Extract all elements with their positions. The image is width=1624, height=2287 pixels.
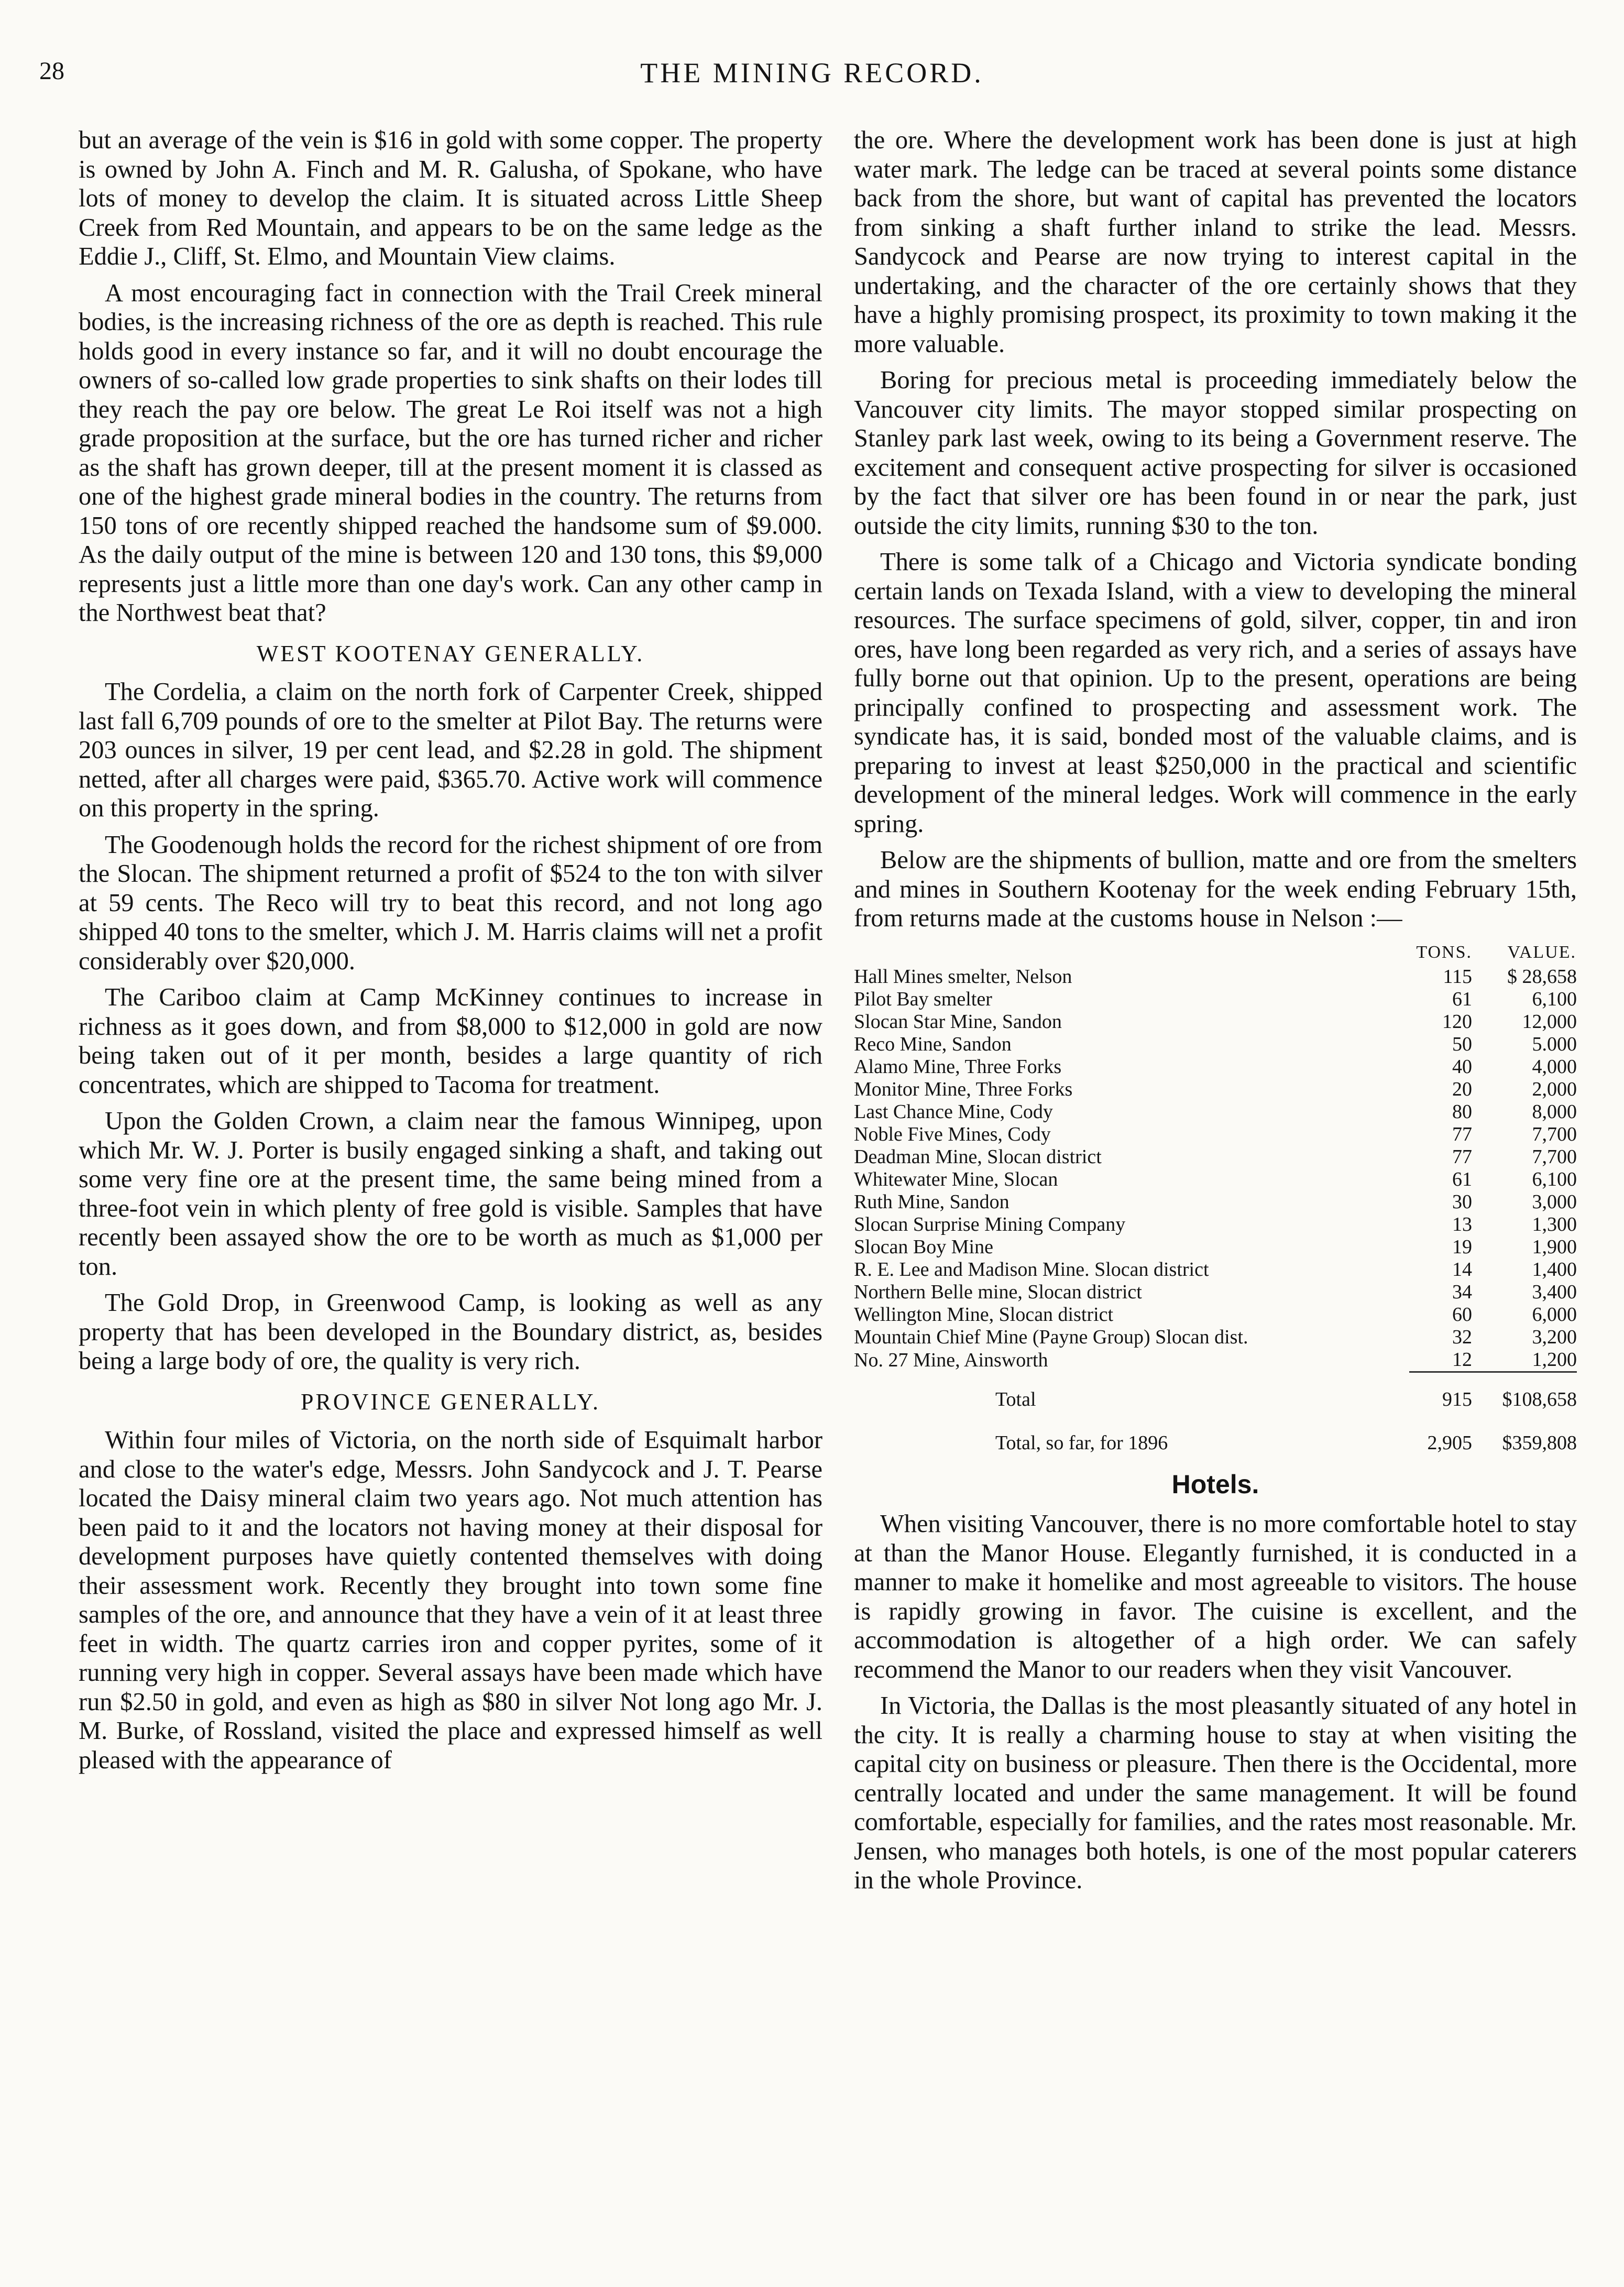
grand-total-value: $359,808: [1502, 1431, 1577, 1454]
table-row: [854, 1056, 1577, 1078]
row-tons: 60: [1452, 1303, 1472, 1326]
table-row: [854, 1281, 1577, 1304]
row-value: 8,000: [1532, 1100, 1577, 1123]
row-tons: 50: [1452, 1033, 1472, 1055]
row-tons: 61: [1452, 988, 1472, 1010]
paragraph: The Gold Drop, in Greenwood Camp, is looking as well as any property that has been developed in the Boundary district, as, besides being a large body of ore, the quality is very rich.: [79, 1289, 822, 1375]
column-header-tons: TONS.: [1416, 942, 1472, 962]
table-row: [854, 1349, 1577, 1372]
row-value: 1,900: [1532, 1235, 1577, 1258]
page-number: 28: [39, 57, 64, 85]
row-name: Slocan Surprise Mining Company: [854, 1213, 1126, 1235]
row-tons: 61: [1452, 1168, 1472, 1190]
row-tons: 115: [1443, 965, 1472, 988]
row-value: 3,400: [1532, 1281, 1577, 1303]
row-tons: 77: [1452, 1145, 1472, 1168]
total-label: Total: [995, 1388, 1036, 1410]
paragraph: There is some talk of a Chicago and Victoria syndicate bonding certain lands on Texada Island, with a view to developing the mineral resources. The surface specimens of gold, silver, copper, tin and iron ores, have long been regarded as very rich, and a series of assays have fully borne out that opinion. Up to the present, operations are being principally confined to prospecting and assessment work. The syndicate has, it is said, bonded most of the valuable claims, and is preparing to invest at least $250,000 in the practical and scientific development of the mineral ledges. Work will commence in the early spring.: [854, 548, 1577, 838]
section-heading-province: PROVINCE GENERALLY.: [301, 1388, 600, 1415]
row-tons: 40: [1452, 1055, 1472, 1078]
row-name: Slocan Star Mine, Sandon: [854, 1010, 1062, 1033]
paragraph: A most encouraging fact in connection with the Trail Creek mineral bodies, is the increasing richness of the ore as depth is reached. This rule holds good in every instance so far, and it will no doubt encourage the owners of so-called low grade properties to sink shafts on their lodes till they reach the pay ore below. The great Le Roi itself was not a high grade proposition at the surface, but the ore has turned richer and richer as the shaft has grown deeper, till at the present moment it is classed as one of the highest grade mineral bodies in the country. The returns from 150 tons of ore recently shipped reached the handsome sum of $9.000. As the daily output of the mine is between 120 and 130 tons, this $9,000 represents just a little more than one day's work. Can any other camp in the Northwest beat that?: [79, 279, 822, 627]
row-value: $ 28,658: [1507, 965, 1577, 988]
shipments-table-body: [854, 966, 1577, 1372]
table-row: [854, 1191, 1577, 1213]
paragraph: but an average of the vein is $16 in gold with some copper. The property is owned by John A. Finch and M. R. Galusha, of Spokane, who have lots of money to develop the claim. It is situated across Little Sheep Creek from Red Mountain, and appears to be on the same ledge as the Eddie J., Cliff, St. Elmo, and Mountain View claims.: [79, 126, 822, 270]
row-value: 3,000: [1532, 1190, 1577, 1213]
row-name: Slocan Boy Mine: [854, 1235, 993, 1258]
row-tons: 32: [1452, 1326, 1472, 1348]
running-title: THE MINING RECORD.: [640, 57, 984, 89]
section-heading-west-kootenay: WEST KOOTENAY GENERALLY.: [256, 640, 645, 666]
page-header: [39, 57, 1585, 93]
section-heading-hotels: Hotels.: [1171, 1469, 1259, 1499]
paragraph: Boring for precious metal is proceeding immediately below the Vancouver city limits. The mayor stopped similar prospecting on Stanley park last week, owing to its being a Government reserve. The excitement and consequent active prospecting for silver is occasioned by the fact that silver ore has been found in or near the park, just outside the city limits, running $30 to the ton.: [854, 366, 1577, 540]
grand-total-row: [854, 1411, 1577, 1454]
paragraph: the ore. Where the development work has been done is just at high water mark. The ledge can be traced at several points some distance back from the shore, but want of capital has prevented the locators from sinking a shaft further inland to strike the lead. Messrs. Sandycock and Pearse are now trying to interest capital in the undertaking, and the character of the ore certainly shows that they have a highly promising prospect, its proximity to town making it the more valuable.: [854, 126, 1577, 358]
shipments-table: [854, 940, 1577, 1454]
table-row: [854, 1236, 1577, 1259]
row-value: 7,700: [1532, 1145, 1577, 1168]
row-name: Mountain Chief Mine (Payne Group) Slocan dist.: [854, 1326, 1248, 1348]
total-value: $108,658: [1488, 1372, 1577, 1411]
row-name: No. 27 Mine, Ainsworth: [854, 1349, 1048, 1371]
row-tons: 77: [1452, 1123, 1472, 1145]
row-value: 1,300: [1532, 1213, 1577, 1235]
table-row: [854, 1123, 1577, 1146]
row-name: Whitewater Mine, Slocan: [854, 1168, 1058, 1190]
table-row: [854, 1146, 1577, 1168]
row-name: Hall Mines smelter, Nelson: [854, 965, 1072, 988]
table-row: [854, 1078, 1577, 1101]
row-value: 5.000: [1532, 1033, 1577, 1055]
row-name: Last Chance Mine, Cody: [854, 1100, 1053, 1123]
row-tons: 13: [1452, 1213, 1472, 1235]
row-name: Reco Mine, Sandon: [854, 1033, 1012, 1055]
paragraph: When visiting Vancouver, there is no more comfortable hotel to stay at than the Manor House. Elegantly furnished, it is conducted in a manner to make it homelike and most agreeable to visitors. The house is rapidly growing in favor. The cuisine is excellent, and the accommodation is altogether of a high order. We can safely recommend the Manor to our readers when they visit Vancouver.: [854, 1510, 1577, 1683]
table-row: [854, 966, 1577, 988]
row-value: 6,100: [1532, 988, 1577, 1010]
row-value: 1,200: [1532, 1348, 1577, 1371]
column-header-value: VALUE.: [1507, 942, 1576, 962]
row-tons: 80: [1452, 1100, 1472, 1123]
paragraph: Within four miles of Victoria, on the north side of Esquimalt harbor and close to the water's edge, Messrs. John Sandycock and J. T. Pearse located the Daisy mineral claim two years ago. Not much attention has been paid to it and the locators not having money at their disposal for development purposes have quietly contented themselves with doing their assessment work. Recently they brought into town some fine samples of the ore, and announce that they have a vein of it at least three feet in width. The quartz carries iron and copper pyrites, some of it running very high in copper. Several assays have been made which have run $2.50 in gold, and even as high as $80 in silver Not long ago Mr. J. M. Burke, of Rossland, visited the place and expressed himself as well pleased with the appearance of: [79, 1426, 822, 1774]
row-value: 6,000: [1532, 1303, 1577, 1326]
table-row: [854, 1304, 1577, 1326]
row-value: 4,000: [1532, 1055, 1577, 1078]
row-tons: 30: [1452, 1190, 1472, 1213]
left-column: [79, 126, 822, 1782]
row-name: Deadman Mine, Slocan district: [854, 1145, 1102, 1168]
table-row: [854, 1033, 1577, 1056]
row-tons: 20: [1452, 1078, 1472, 1100]
grand-total-tons: 2,905: [1427, 1431, 1472, 1454]
paragraph: Upon the Golden Crown, a claim near the famous Winnipeg, upon which Mr. W. J. Porter is busily engaged sinking a shaft, and taking out some very fine ore at the present time, the same being mined from a three-foot vein in which plenty of free gold is visible. Samples that have recently been assayed show the ore to be worth as much as $1,000 per ton.: [79, 1107, 822, 1281]
row-tons: 19: [1452, 1235, 1472, 1258]
table-row: [854, 1326, 1577, 1349]
row-value: 6,100: [1532, 1168, 1577, 1190]
total-row: [854, 1372, 1577, 1411]
paragraph: The Goodenough holds the record for the richest shipment of ore from the Slocan. The shipment returned a profit of $524 to the ton with silver at 59 cents. The Reco will try to beat this record, and not long ago shipped 40 tons to the smelter, which J. M. Harris claims will net a profit considerably over $20,000.: [79, 830, 822, 975]
row-value: 1,400: [1532, 1258, 1577, 1281]
table-row: [854, 1213, 1577, 1236]
table-row: [854, 1101, 1577, 1123]
grand-total-label: Total, so far, for 1896: [995, 1431, 1168, 1454]
paragraph: The Cordelia, a claim on the north fork of Carpenter Creek, shipped last fall 6,709 pounds of ore to the smelter at Pilot Bay. The returns were 203 ounces in silver, 19 per cent lead, and $2.28 in gold. The shipment netted, after all charges were paid, $365.70. Active work will commence on this property in the spring.: [79, 678, 822, 822]
row-value: 3,200: [1532, 1326, 1577, 1348]
row-name: Ruth Mine, Sandon: [854, 1190, 1009, 1213]
row-name: R. E. Lee and Madison Mine. Slocan district: [854, 1258, 1209, 1281]
table-row: [854, 988, 1577, 1011]
row-name: Wellington Mine, Slocan district: [854, 1303, 1114, 1326]
paragraph: The Cariboo claim at Camp McKinney continues to increase in richness as it goes down, and from $8,000 to $12,000 in gold are now being taken out of it per month, besides a large quantity of rich concentrates, which are shipped to Tacoma for treatment.: [79, 983, 822, 1099]
row-value: 7,700: [1532, 1123, 1577, 1145]
paragraph: In Victoria, the Dallas is the most pleasantly situated of any hotel in the city. It is really a charming house to stay at when visiting the capital city on business or pleasure. Then there is the Occidental, more centrally located and under the same management. It will be found comfortable, especially for families, and the rates most reasonable. Mr. Jensen, who manages both hotels, is one of the most popular caterers in the whole Province.: [854, 1692, 1577, 1894]
total-tons: 915: [1409, 1372, 1488, 1411]
row-name: Monitor Mine, Three Forks: [854, 1078, 1073, 1100]
row-tons: 12: [1452, 1348, 1472, 1371]
table-row: [854, 1259, 1577, 1281]
table-header-row: [854, 940, 1577, 966]
row-name: Northern Belle mine, Slocan district: [854, 1281, 1142, 1303]
row-name: Alamo Mine, Three Forks: [854, 1055, 1062, 1078]
table-row: [854, 1168, 1577, 1191]
paragraph: Below are the shipments of bullion, matte and ore from the smelters and mines in Southern Kootenay for the week ending February 15th, from returns made at the customs house in Nelson :—: [854, 846, 1577, 932]
row-tons: 34: [1452, 1281, 1472, 1303]
row-name: Pilot Bay smelter: [854, 988, 992, 1010]
right-column: [854, 126, 1577, 1902]
row-tons: 120: [1442, 1010, 1472, 1033]
row-name: Noble Five Mines, Cody: [854, 1123, 1051, 1145]
row-value: 2,000: [1532, 1078, 1577, 1100]
row-value: 12,000: [1522, 1010, 1577, 1033]
row-tons: 14: [1452, 1258, 1472, 1281]
table-row: [854, 1011, 1577, 1033]
